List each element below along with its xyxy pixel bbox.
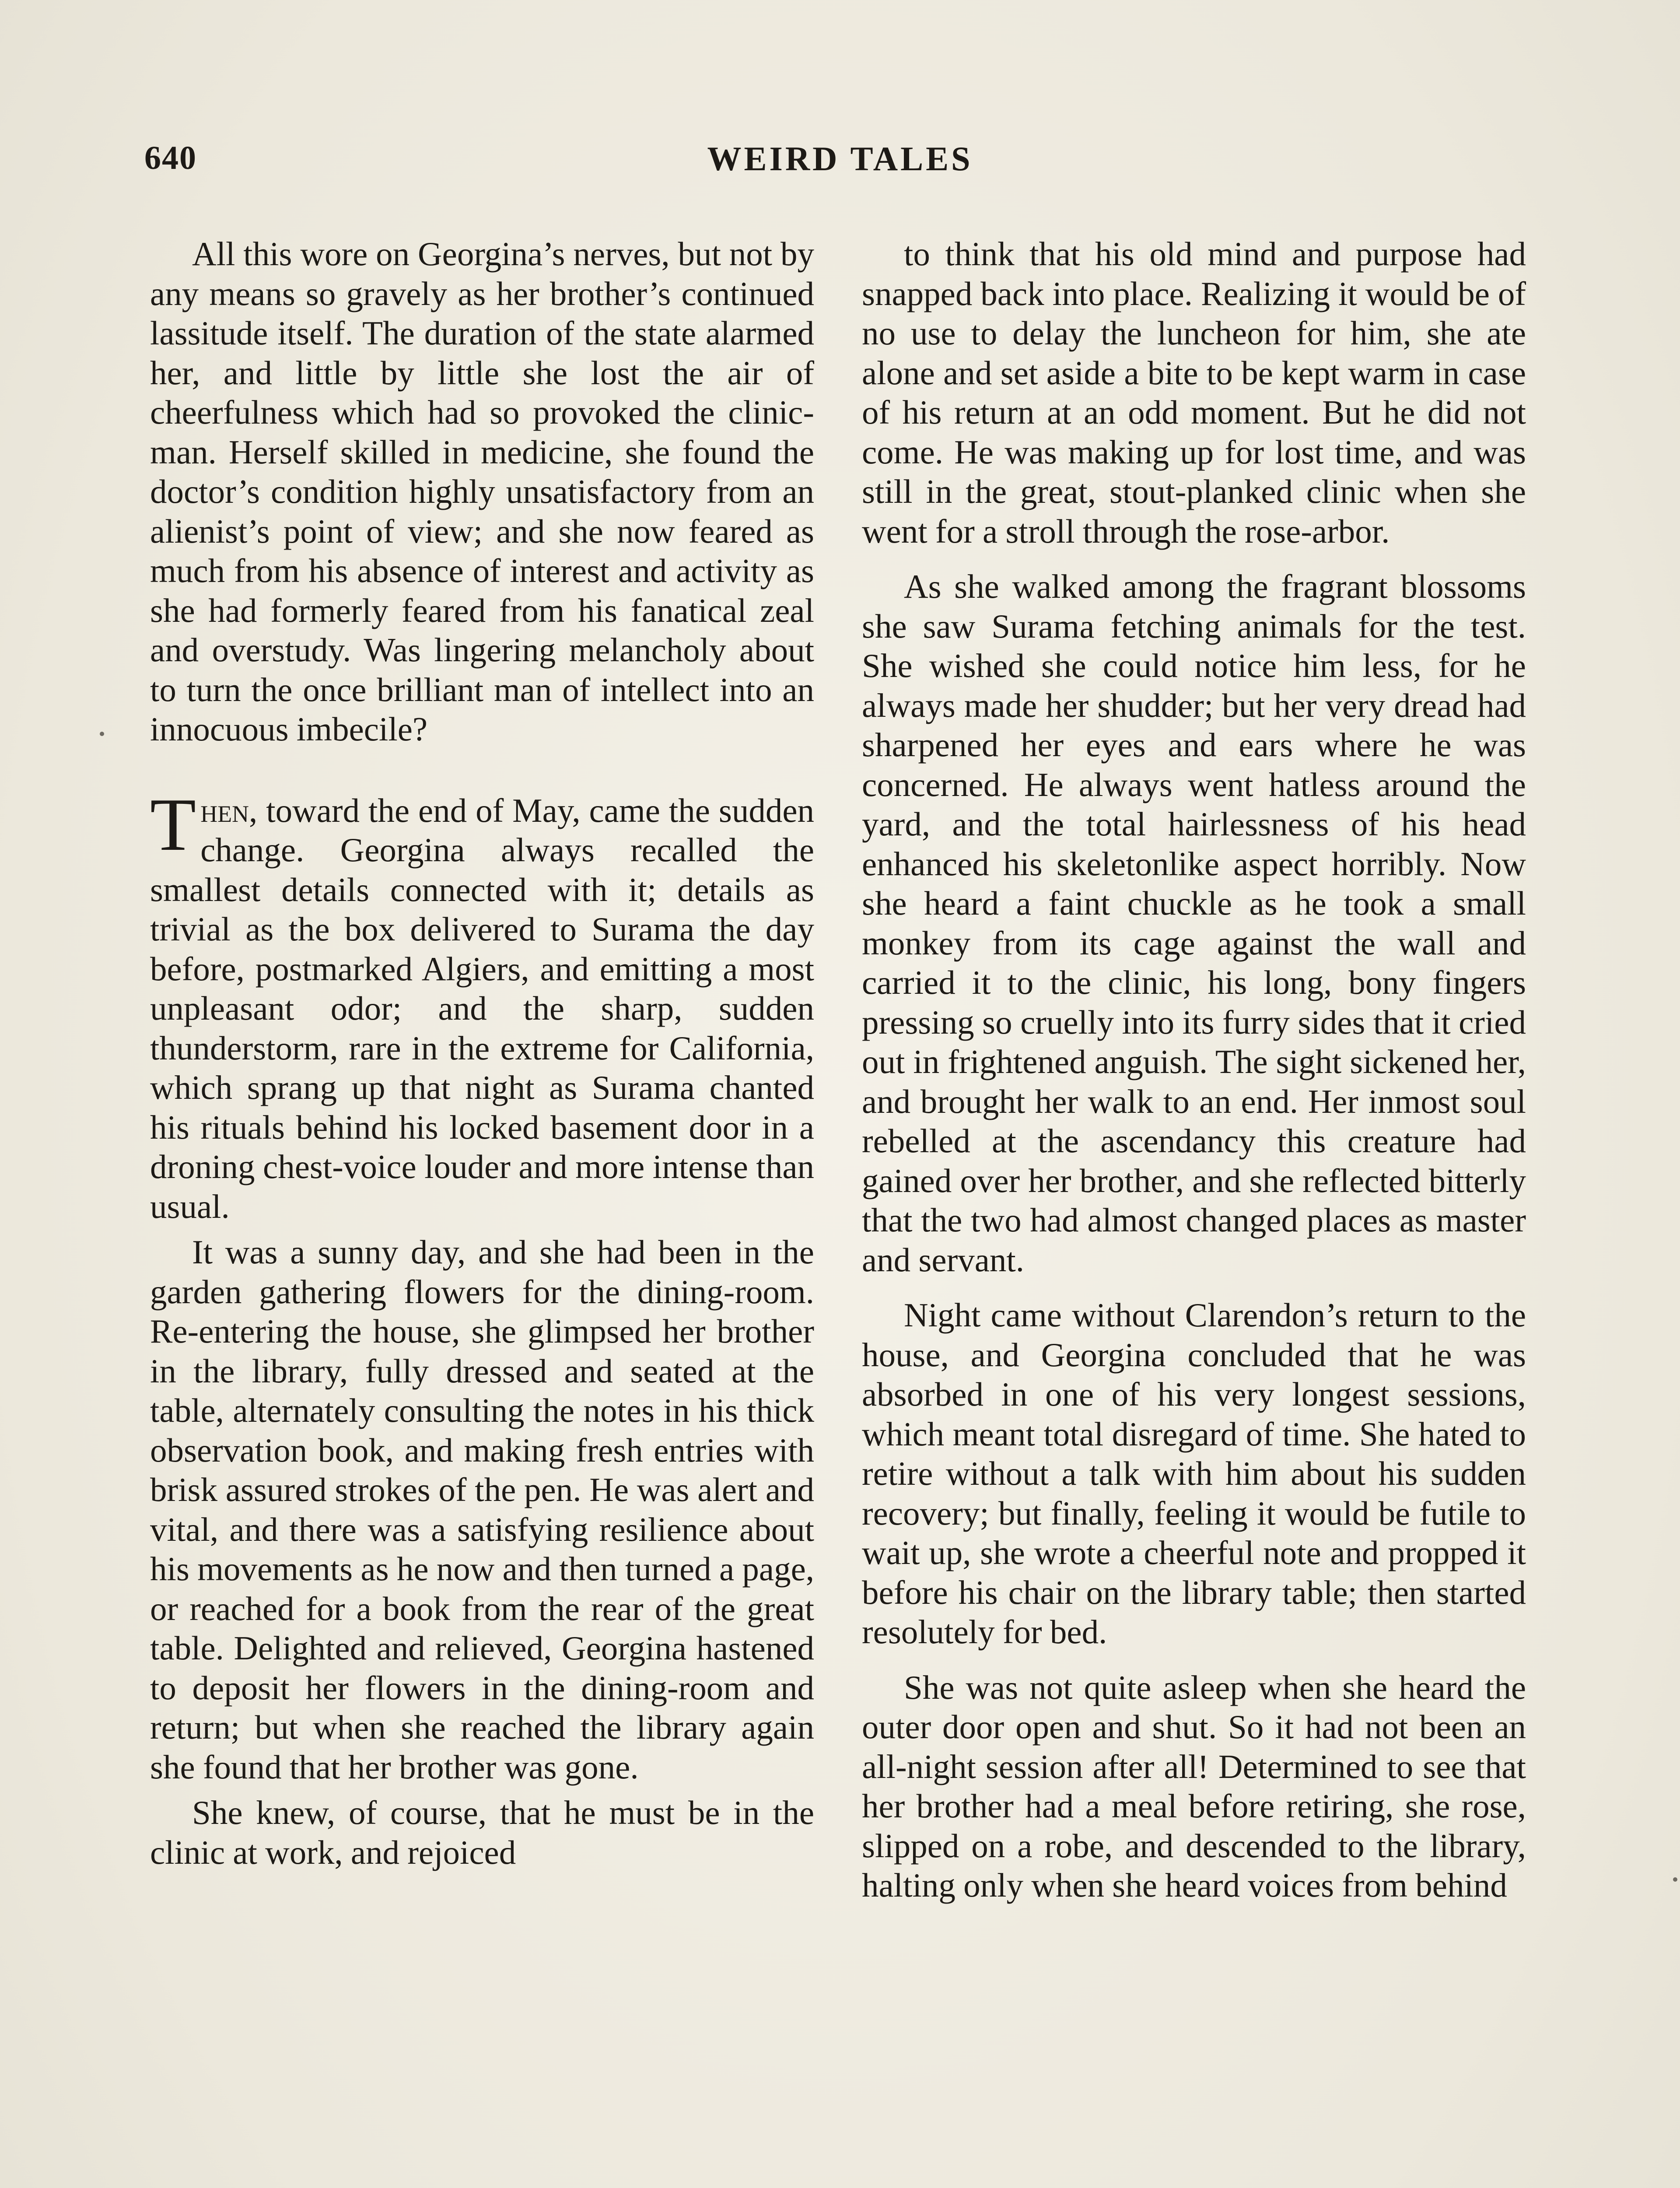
right-paragraph-4: She was not quite asleep when she heard the outer door open and shut. So it had not been an all-night session after all! Determined to see that her brother had a meal before retiring, she rose, slipped on a robe, and descended to the library, halting only when she heard voices from behind	[862, 1668, 1526, 1904]
right-paragraph-2: As she walked among the fragrant blossoms she saw Surama fetching animals for the test. She wished she could notice him less, for he always made her shudder; but her very dread had sharpened her eyes and ears where he was concerned. He always went hatless around the yard, and the total hairlessness of his head enhanced his skeletonlike aspect horribly. Now she heard a faint chuckle as he took a small monkey from its cage against the wall and carried it to the clinic, his long, bony fingers pressing so cruelly into its furry sides that it cried out in frightened anguish. The sight sickened her, and brought her walk to an end. Her inmost soul rebelled at the ascendancy this creature had gained over her brother, and she reflected bitterly that the two had almost changed places as master and servant.	[862, 568, 1526, 1279]
right-column	[862, 234, 1526, 1905]
print-speck	[100, 732, 104, 736]
left-paragraph-2	[150, 783, 814, 1227]
left-paragraph-2-text: toward the end of May, came the sudden change. Georgina always recalled the smallest details connected with it; details as trivial as the box delivered to Surama the day before, postmarked Algiers, and emitting a most unpleasant odor; and the sharp, sudden thunderstorm, rare in the extreme for California, which sprang up that night as Surama chanted his rituals behind his locked basement door in a droning chest-voice louder and more intense than usual.	[150, 791, 814, 1225]
page-header	[144, 139, 1536, 183]
magazine-title: WEIRD TALES	[707, 140, 973, 178]
right-paragraph-1: to think that his old mind and purpose had snapped back into place. Realizing it would be of no use to delay the luncheon for him, she ate alone and set aside a bite to be kept warm in case of his return at an odd moment. But he did not come. He was making up for lost time, and was still in the great, stout-planked clinic when she went for a stroll through the rose-arbor.	[862, 235, 1526, 550]
print-speck	[1673, 1877, 1677, 1882]
left-paragraph-4: She knew, of course, that he must be in the clinic at work, and rejoiced	[150, 1794, 814, 1871]
page-number: 640	[144, 140, 197, 176]
right-paragraph-3: Night came without Clarendon’s return to the house, and Georgina concluded that he was absorbed in one of his very longest sessions, which meant total disregard of time. She hated to retire without a talk with him about his sudden recovery; but finally, feeling it would be futile to wait up, she wrote a cheerful note and propped it before his chair on the library table; then started resolutely for bed.	[862, 1296, 1526, 1651]
small-caps-opening: hen,	[200, 791, 258, 829]
left-column	[150, 234, 814, 1872]
left-paragraph-1: All this wore on Georgina’s nerves, but not by any means so gravely as her brother’s continued lassitude itself. The duration of the state alarmed her, and little by little she lost the air of cheerfulness which had so provoked the clinic-man. Herself skilled in medicine, she found the doctor’s condition highly unsatisfactory from an alienist’s point of view; and she now feared as much from his absence of interest and activity as she had formerly feared from his fanatical zeal and overstudy. Was lingering melancholy about to turn the once brilliant man of intellect into an innocuous imbecile?	[150, 235, 814, 748]
drop-cap: T	[150, 783, 196, 866]
left-paragraph-3: It was a sunny day, and she had been in the garden gathering flowers for the dining-room. Re-entering the house, she glimpsed her brother in the library, fully dressed and seated at the table, alternately consulting the notes in his thick observation book, and making fresh entries with brisk assured strokes of the pen. He was alert and vital, and there was a satisfying resilience about his movements as he now and then turned a page, or reached for a book from the rear of the great table. Delighted and relieved, Georgina hastened to deposit her flowers in the dining-room and return; but when she reached the library again she found that her brother was gone.	[150, 1233, 814, 1786]
